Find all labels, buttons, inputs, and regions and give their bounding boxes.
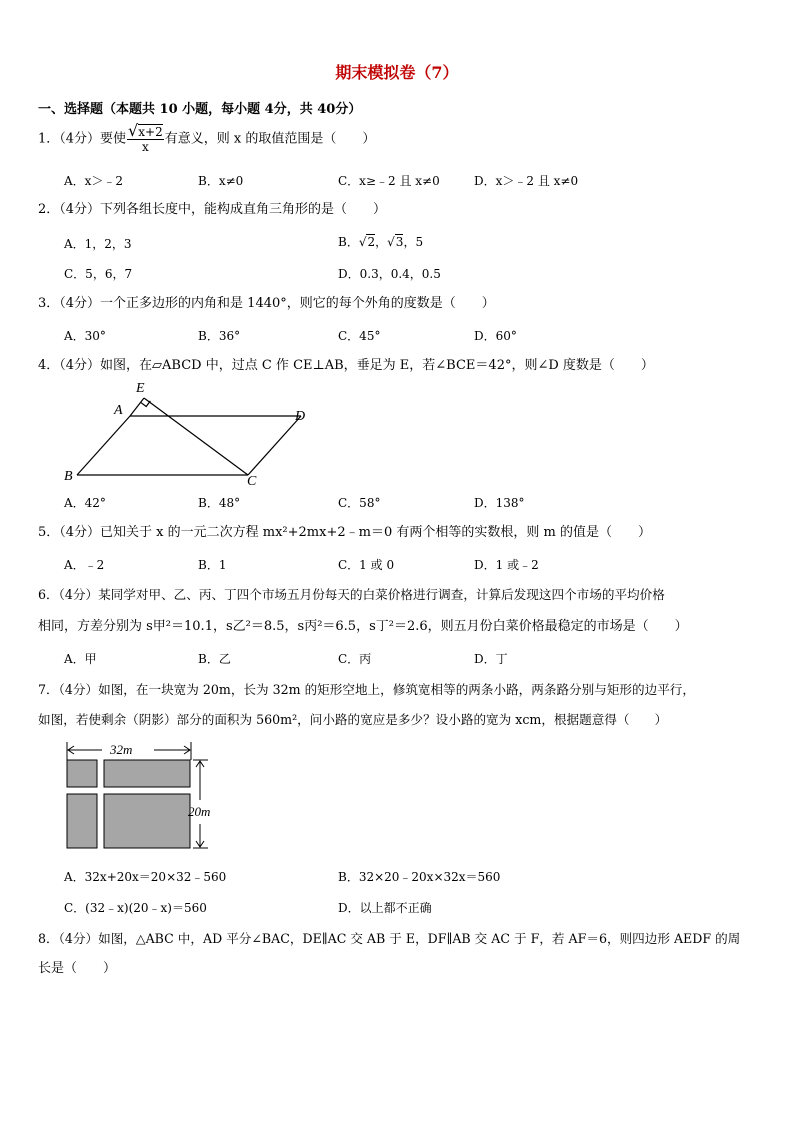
q3-option-a: A．30° [64, 329, 106, 343]
plot-top-right [104, 760, 190, 787]
radical-sign-icon: √ [387, 235, 395, 249]
q6-option-a: A．甲 [64, 652, 97, 666]
q6-option-c: C．丙 [338, 652, 372, 666]
q4-option-d: D．138° [474, 496, 525, 510]
label-a: A [114, 403, 123, 418]
q4-option-c: C．58° [338, 496, 381, 510]
question-1-prefix: 1．（4分）要使 [38, 131, 127, 147]
fraction [127, 121, 164, 154]
q2-option-a: A．1，2，3 [64, 237, 132, 251]
question-6-line-1: 6．（4分）某同学对甲、乙、丙、丁四个市场五月份每天的白菜价格进行调查，计算后发现这四个市场的平均价格 [38, 587, 665, 602]
side-ba [77, 416, 130, 475]
side-dc [248, 416, 301, 475]
plot-top-left [67, 760, 97, 787]
question-8-line-1: 8．（4分）如图，△ABC 中，AD 平分∠BAC，DE∥AC 交 AB 于 E，DF∥AB 交 AC 于 F，若 AF＝6，则四边形 AEDF 的周 [38, 931, 741, 946]
fraction-numerator: x+2 [138, 125, 163, 139]
q4-option-b: B．48° [198, 496, 241, 510]
question-7-line-2: 如图，若使剩余（阴影）部分的面积为 560m²，问小路的宽应是多少？设小路的宽为 xcm，根据题意得（ ） [38, 712, 668, 727]
q5-option-b: B．1 [198, 558, 227, 572]
label-length: 32m [110, 742, 133, 757]
label-width: 20m [188, 804, 211, 819]
label-c: C [247, 474, 257, 488]
q5-option-c: C．1 或 0 [338, 558, 395, 572]
plot-bottom-right [104, 794, 190, 848]
q2-option-c: C．5，6，7 [64, 267, 133, 281]
q7-option-d: D．以上都不正确 [338, 901, 432, 915]
q2-option-b: B．√2，√3，5 [338, 235, 424, 249]
radical-sign-icon: √ [128, 121, 139, 140]
rectangle-roads-figure [60, 738, 230, 862]
q6-option-b: B．乙 [198, 652, 231, 666]
q3-option-d: D．60° [474, 329, 517, 343]
question-3: 3．（4分）一个正多边形的内角和是 1440°，则它的每个外角的度数是（ ） [38, 296, 495, 311]
section-heading: 一、选择题（本题共 10 小题，每小题 4分，共 40分） [38, 102, 362, 117]
question-4: 4．（4分）如图，在▱ABCD 中，过点 C 作 CE⊥AB，垂足为 E，若∠BCE＝42°，则∠D 度数是（ ） [38, 358, 654, 373]
q1-option-b: B．x≠0 [198, 174, 244, 188]
q3-option-c: C．45° [338, 329, 381, 343]
question-2: 2．（4分）下列各组长度中，能构成直角三角形的是（ ） [38, 202, 387, 217]
question-8-line-2: 长是（ ） [38, 961, 117, 976]
plot-bottom-left [67, 794, 97, 848]
question-5: 5．（4分）已知关于 x 的一元二次方程 mx²+2mx+2﹣m＝0 有两个相等的实数根，则 m 的值是（ ） [38, 525, 651, 540]
shaded-plots [67, 760, 190, 848]
parallelogram-figure [60, 378, 320, 492]
question-6-line-2: 相同，方差分别为 s甲²＝10.1，s乙²＝8.5，s丙²＝6.5，s丁²＝2.6，则五月份白菜价格最稳定的市场是（ ） [38, 619, 688, 634]
question-7-line-1: 7．（4分）如图，在一块宽为 20m，长为 32m 的矩形空地上，修筑宽相等的两条小路，两条路分别与矩形的边平行， [38, 682, 695, 697]
q7-option-b: B．32×20﹣20x×32x＝560 [338, 870, 501, 884]
q4-option-a: A．42° [64, 496, 106, 510]
question-1 [38, 121, 376, 154]
q7-option-a: A．32x+20x＝20×32﹣560 [64, 870, 227, 884]
extension-ae [130, 398, 144, 416]
q6-option-d: D．丁 [474, 652, 508, 666]
label-b: B [64, 469, 73, 484]
q1-option-a: A．x＞﹣2 [64, 174, 124, 188]
q5-option-a: A．﹣2 [64, 558, 105, 572]
q2-option-d: D．0.3，0.4，0.5 [338, 267, 441, 281]
radical-sign-icon: √ [358, 235, 367, 249]
label-d: D [295, 409, 306, 424]
q7-option-c: C．(32﹣x)(20﹣x)＝560 [64, 901, 207, 915]
page-title: 期末模拟卷（7） [335, 63, 459, 82]
q1-option-c: C．x≥﹣2 且 x≠0 [338, 174, 440, 188]
q3-option-b: B．36° [198, 329, 241, 343]
segment-ec [144, 398, 248, 475]
label-e: E [136, 381, 145, 396]
question-1-suffix: 有意义，则 x 的取值范围是（ ） [164, 131, 376, 147]
q1-option-d: D．x＞﹣2 且 x≠0 [474, 174, 579, 188]
fraction-denominator: x [141, 140, 149, 154]
q5-option-d: D．1 或﹣2 [474, 558, 539, 572]
